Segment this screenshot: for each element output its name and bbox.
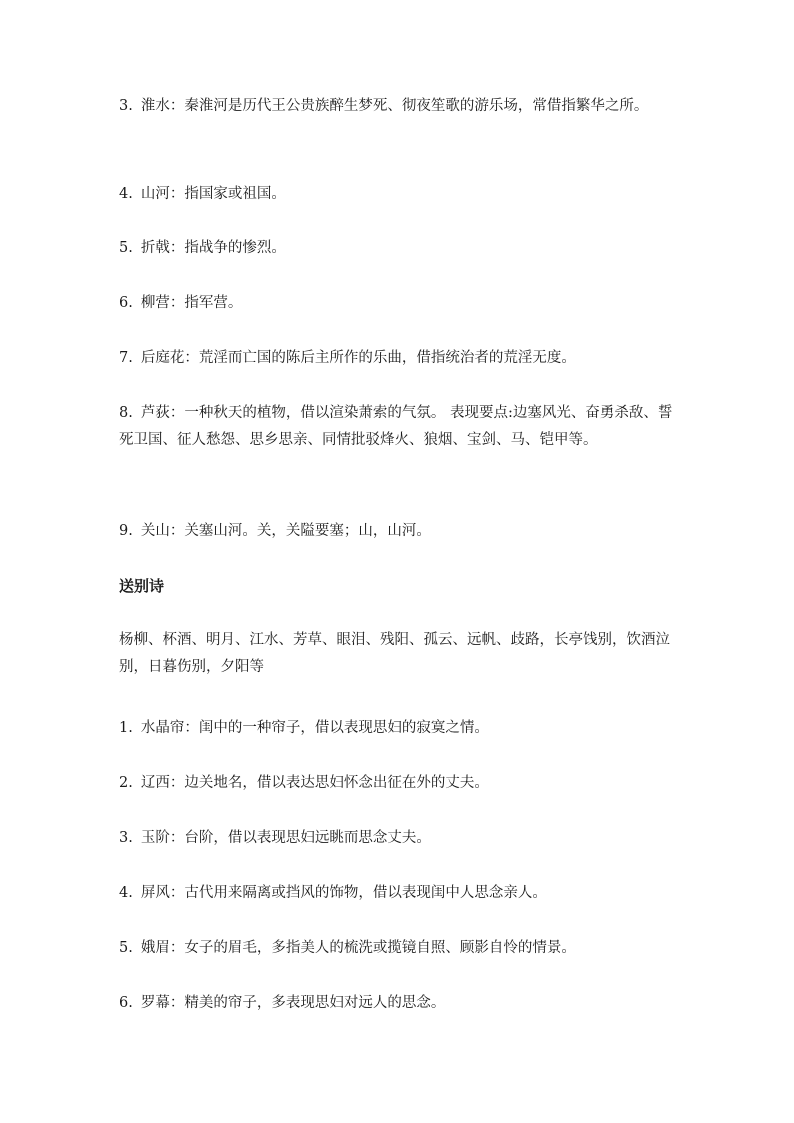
list-item [119, 400, 679, 454]
list-item [119, 990, 679, 1017]
item-number: 4. [119, 186, 133, 202]
item-text: 辽西：边关地名，借以表达思妇怀念出征在外的丈夫。 [140, 775, 489, 791]
item-number: 1. [119, 720, 133, 736]
list-item [119, 345, 679, 372]
item-text: 关山：关塞山河。关，关隘要塞；山，山河。 [140, 523, 431, 539]
item-number: 4. [119, 885, 133, 901]
list-item [119, 880, 679, 907]
list-item [119, 935, 679, 962]
item-text: 屏风：古代用来隔离或挡风的饰物，借以表现闺中人思念亲人。 [140, 885, 547, 901]
item-number: 6. [119, 995, 133, 1011]
item-text: 山河：指国家或祖国。 [140, 186, 286, 202]
list-item [119, 770, 679, 797]
item-number: 5. [119, 940, 133, 956]
item-text: 娥眉：女子的眉毛，多指美人的梳洗或揽镜自照、顾影自怜的情景。 [140, 940, 576, 956]
item-text: 罗幕：精美的帘子，多表现思妇对远人的思念。 [140, 995, 446, 1011]
item-number: 9. [119, 523, 133, 539]
item-text: 水晶帘：闺中的一种帘子，借以表现思妇的寂寞之情。 [140, 720, 489, 736]
list-item [119, 715, 679, 742]
item-number: 6. [119, 295, 133, 311]
item-text: 折戟：指战争的惨烈。 [140, 240, 286, 256]
item-text: 芦荻：一种秋天的植物，借以渲染萧索的气氛。 表现要点:边塞风光、奋勇杀敌、誓死卫国、征人愁怨、思乡思亲、同情批驳烽火、狼烟、宝剑、马、铠甲等。 [119, 405, 673, 448]
item-number: 8. [119, 405, 133, 421]
item-text: 柳营：指军营。 [140, 295, 243, 311]
item-number: 5. [119, 240, 133, 256]
list-item [119, 825, 679, 852]
section-heading: 送别诗 [119, 577, 165, 595]
item-number: 7. [119, 350, 133, 366]
item-number: 2. [119, 775, 133, 791]
item-text: 淮水：秦淮河是历代王公贵族醉生梦死、彻夜笙歌的游乐场，常借指繁华之所。 [140, 98, 649, 114]
list-item [119, 181, 679, 208]
list-item [119, 93, 679, 120]
list-item [119, 518, 679, 545]
item-number: 3. [119, 830, 133, 846]
item-text: 后庭花：荒淫而亡国的陈后主所作的乐曲，借指统治者的荒淫无度。 [140, 350, 576, 366]
section-intro: 杨柳、杯酒、明月、江水、芳草、眼泪、残阳、孤云、远帆、歧路，长亭饯别，饮酒泣别，日暮伤别，夕阳等 [119, 632, 670, 675]
list-item [119, 235, 679, 262]
list-item [119, 290, 679, 317]
item-number: 3. [119, 98, 133, 114]
item-text: 玉阶：台阶，借以表现思妇远眺而思念丈夫。 [140, 830, 431, 846]
